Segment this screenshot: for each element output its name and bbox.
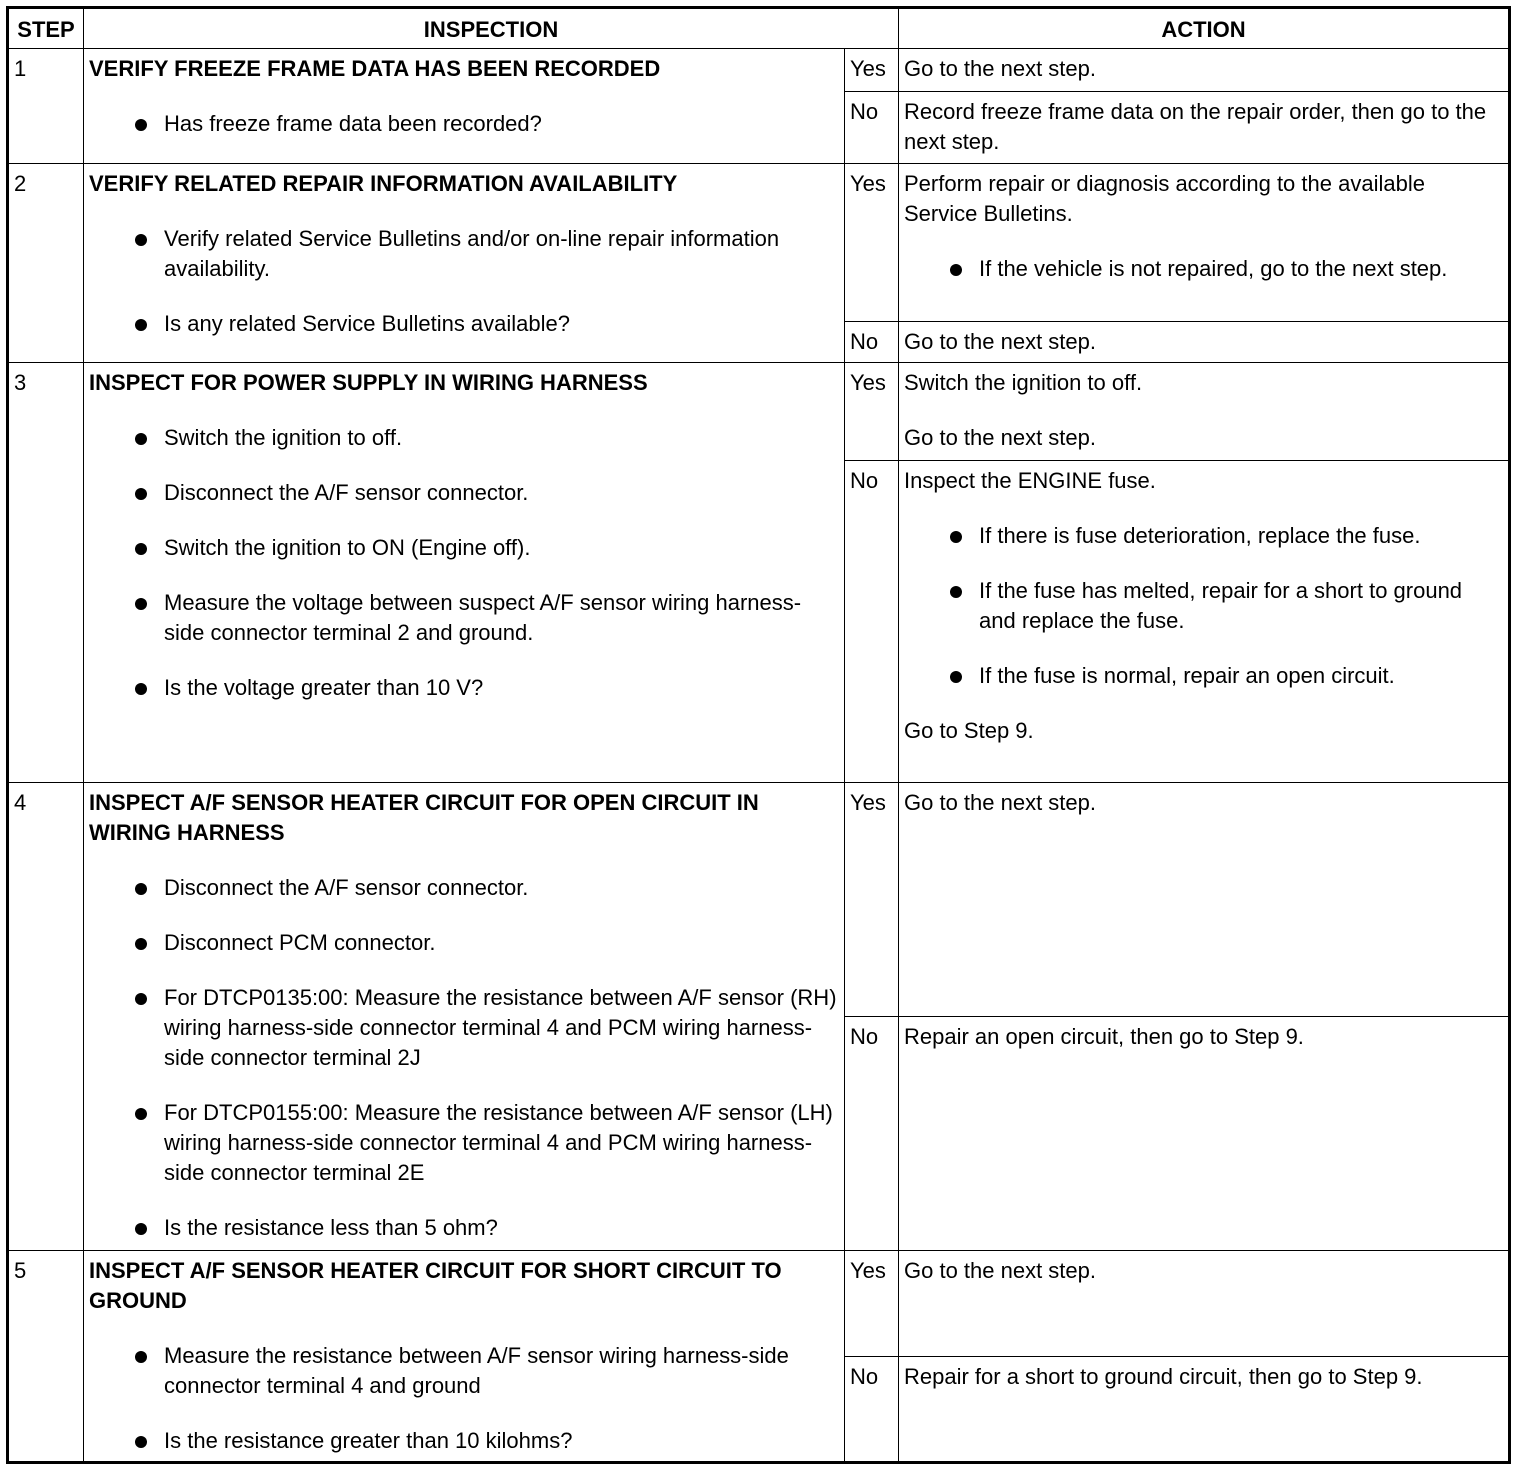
inspection-cell xyxy=(84,49,845,164)
no-label: No xyxy=(845,1017,899,1251)
yes-label: Yes xyxy=(845,783,899,1017)
inspection-bullet: Disconnect the A/F sensor connector. xyxy=(89,478,838,508)
step-row xyxy=(8,164,1510,322)
inspection-title: VERIFY FREEZE FRAME DATA HAS BEEN RECORDED xyxy=(89,56,661,81)
inspection-bullet: Switch the ignition to off. xyxy=(89,423,838,453)
inspection-cell xyxy=(84,1251,845,1463)
inspection-cell xyxy=(84,164,845,363)
header-action: ACTION xyxy=(899,8,1510,49)
yes-action-cell xyxy=(899,363,1510,461)
inspection-cell xyxy=(84,363,845,783)
inspection-bullet: For DTCP0135:00: Measure the resistance between A/F sensor (RH) wiring harness-side connector terminal 4 and PCM wiring harness-side connector terminal 2J xyxy=(89,983,838,1073)
yes-label: Yes xyxy=(845,164,899,322)
inspection-bullet: Disconnect the A/F sensor connector. xyxy=(89,873,838,903)
inspection-bullet: Is any related Service Bulletins available? xyxy=(89,309,838,339)
no-label: No xyxy=(845,461,899,783)
step-row xyxy=(8,1251,1510,1357)
inspection-bullet: Measure the resistance between A/F sensor wiring harness-side connector terminal 4 and ground xyxy=(89,1341,838,1401)
yes-action: Go to the next step. xyxy=(899,1251,1510,1357)
step-row xyxy=(8,783,1510,1017)
no-action: Inspect the ENGINE fuse. xyxy=(904,468,1156,493)
diagnostic-procedure-table xyxy=(6,6,1511,1464)
yes-action: Go to the next step. xyxy=(899,49,1510,92)
action-bullet: If the fuse has melted, repair for a short to ground and replace the fuse. xyxy=(904,576,1502,636)
inspection-title: VERIFY RELATED REPAIR INFORMATION AVAILABILITY xyxy=(89,171,678,196)
action-bullet: If the fuse is normal, repair an open circuit. xyxy=(904,661,1502,691)
inspection-title: INSPECT A/F SENSOR HEATER CIRCUIT FOR SHORT CIRCUIT TO GROUND xyxy=(89,1258,782,1313)
inspection-bullet: For DTCP0155:00: Measure the resistance between A/F sensor (LH) wiring harness-side connector terminal 4 and PCM wiring harness-side connector terminal 2E xyxy=(89,1098,838,1188)
step-row xyxy=(8,363,1510,461)
no-action-followup: Go to Step 9. xyxy=(904,718,1034,743)
inspection-bullet: Disconnect PCM connector. xyxy=(89,928,838,958)
step-number: 3 xyxy=(8,363,84,783)
header-row xyxy=(8,8,1510,49)
inspection-bullet: Is the resistance less than 5 ohm? xyxy=(89,1213,838,1243)
inspection-title: INSPECT A/F SENSOR HEATER CIRCUIT FOR OPEN CIRCUIT IN WIRING HARNESS xyxy=(89,790,759,845)
header-inspection: INSPECTION xyxy=(84,8,899,49)
inspection-bullet: Switch the ignition to ON (Engine off). xyxy=(89,533,838,563)
inspection-cell xyxy=(84,783,845,1251)
no-action: Repair for a short to ground circuit, then go to Step 9. xyxy=(899,1357,1510,1463)
no-action: Repair an open circuit, then go to Step 9. xyxy=(899,1017,1510,1251)
yes-label: Yes xyxy=(845,363,899,461)
step-number: 4 xyxy=(8,783,84,1251)
no-label: No xyxy=(845,1357,899,1463)
yes-action: Go to the next step. xyxy=(899,783,1510,1017)
yes-action: Perform repair or diagnosis according to the available Service Bulletins. xyxy=(904,171,1425,226)
step-number: 2 xyxy=(8,164,84,363)
yes-action: Switch the ignition to off. xyxy=(904,370,1143,395)
yes-label: Yes xyxy=(845,49,899,92)
inspection-bullet: Verify related Service Bulletins and/or on-line repair information availability. xyxy=(89,224,838,284)
action-bullet: If there is fuse deterioration, replace the fuse. xyxy=(904,521,1502,551)
no-label: No xyxy=(845,322,899,363)
no-action: Record freeze frame data on the repair order, then go to the next step. xyxy=(899,92,1510,164)
no-label: No xyxy=(845,92,899,164)
inspection-bullet: Is the voltage greater than 10 V? xyxy=(89,673,838,703)
inspection-bullet: Has freeze frame data been recorded? xyxy=(89,109,838,139)
step-number: 1 xyxy=(8,49,84,164)
yes-label: Yes xyxy=(845,1251,899,1357)
inspection-bullet: Is the resistance greater than 10 kilohms? xyxy=(89,1426,838,1456)
step-row xyxy=(8,49,1510,92)
no-action: Go to the next step. xyxy=(899,322,1510,363)
inspection-title: INSPECT FOR POWER SUPPLY IN WIRING HARNESS xyxy=(89,370,648,395)
step-number: 5 xyxy=(8,1251,84,1463)
yes-action-cell xyxy=(899,164,1510,322)
header-step: STEP xyxy=(8,8,84,49)
yes-action-followup: Go to the next step. xyxy=(904,425,1097,450)
no-action-cell xyxy=(899,461,1510,783)
action-bullet: If the vehicle is not repaired, go to the next step. xyxy=(904,254,1502,284)
inspection-bullet: Measure the voltage between suspect A/F sensor wiring harness-side connector terminal 2 and ground. xyxy=(89,588,838,648)
